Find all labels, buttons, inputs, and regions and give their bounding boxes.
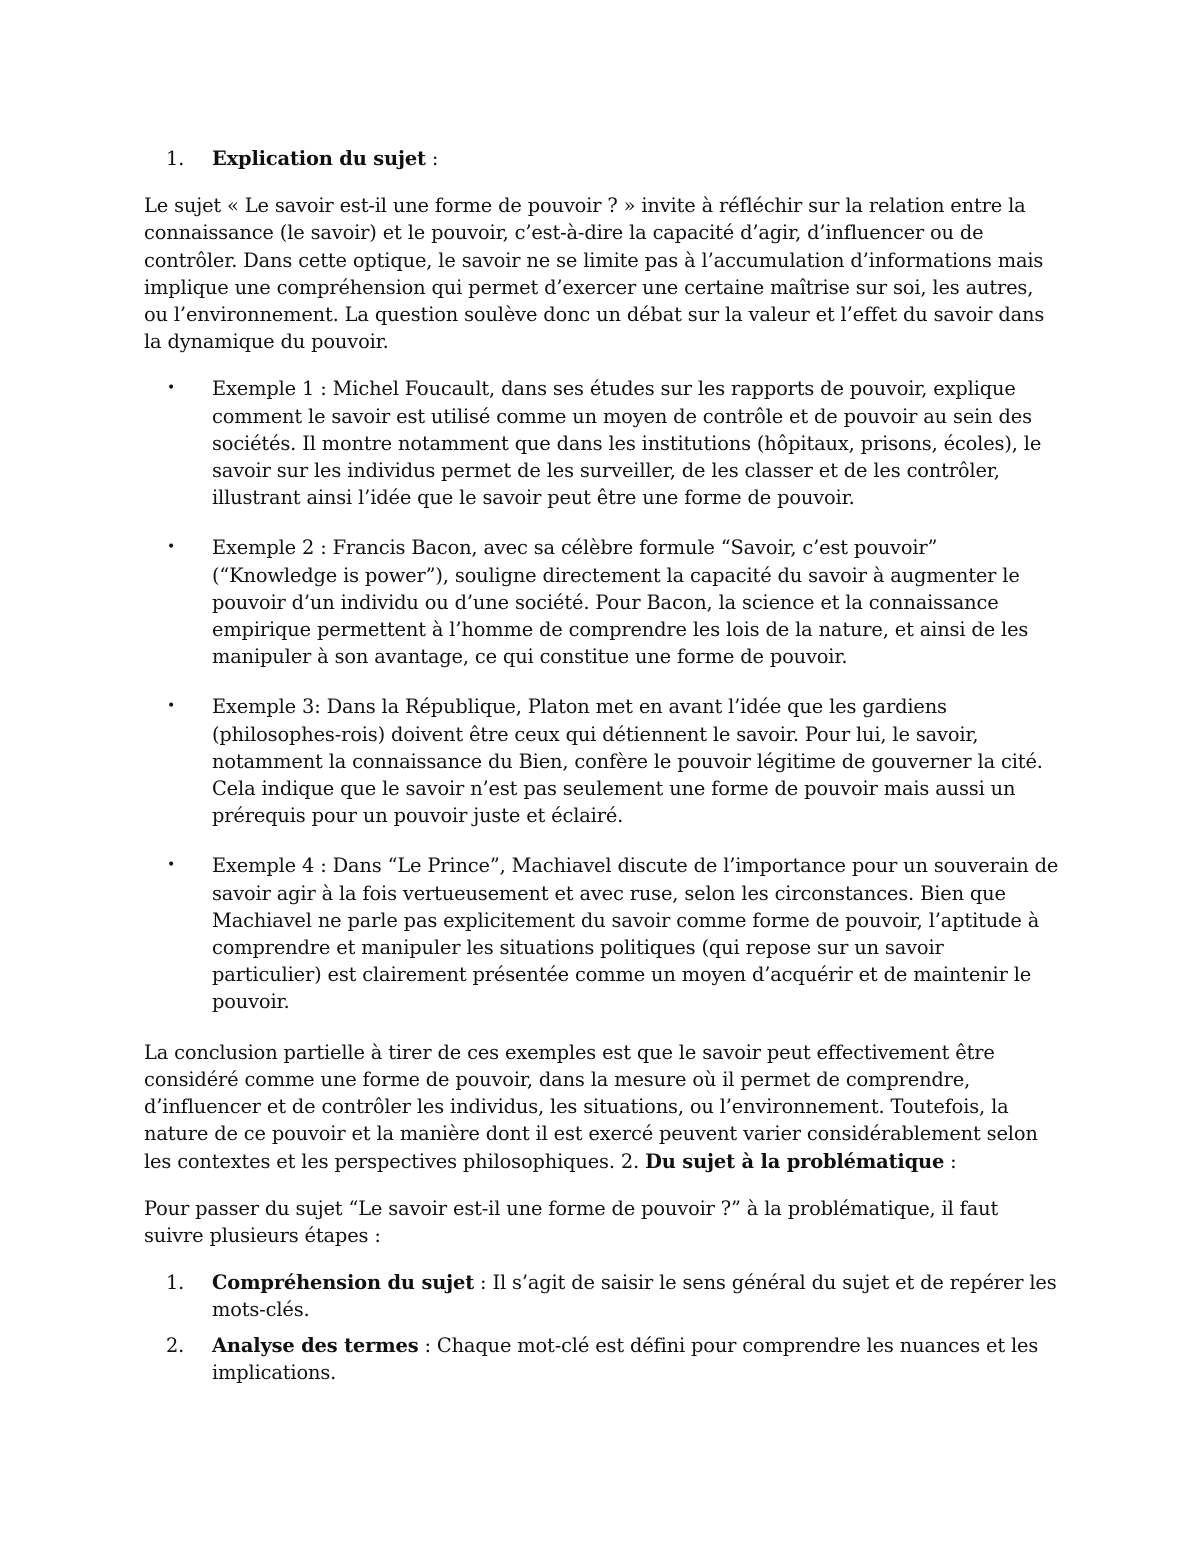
conclusion-paragraph xyxy=(144,1039,1059,1175)
heading-suffix: : xyxy=(425,147,439,170)
section-heading-1 xyxy=(144,145,1059,172)
step-number: 2. xyxy=(166,1333,185,1357)
step-text: : Il s’agit de saisir le sens général du sujet et de repérer les mots-clés. xyxy=(212,1271,1057,1322)
step-title: Analyse des termes xyxy=(212,1333,419,1357)
example-item-1 xyxy=(144,375,1059,511)
steps-list xyxy=(144,1269,1059,1386)
step-item-1 xyxy=(144,1269,1059,1323)
bullet-icon: • xyxy=(167,857,176,874)
intro-paragraph: Le sujet « Le savoir est-il une forme de pouvoir ? » invite à réfléchir sur la relation entre la connaissance (le savoir) et le pouvoir, c’est-à-dire la capacité d’agir, d’influencer ou de contrôler. Dans cette optique, le savoir ne se limite pas à l’accumulation d’informations mais implique une compréhension qui permet d’exercer une certaine maîtrise sur soi, les autres, ou l’environnement. La question soulève donc un débat sur la valeur et l’effet du savoir dans la dynamique du pouvoir. xyxy=(144,194,1045,354)
transition-paragraph: Pour passer du sujet “Le savoir est-il une forme de pouvoir ?” à la problématique, il faut suivre plusieurs étapes : xyxy=(144,1196,999,1247)
step-text: : Chaque mot-clé est défini pour comprendre les nuances et les implications. xyxy=(212,1333,1039,1384)
step-item-2 xyxy=(144,1332,1059,1386)
section-heading-2: Du sujet à la problématique xyxy=(645,1149,945,1173)
example-text: Exemple 1 : Michel Foucault, dans ses études sur les rapports de pouvoir, explique comment le savoir est utilisé comme un moyen de contrôle et de pouvoir au sein des sociétés. Il montre notamment que dans les institutions (hôpitaux, prisons, écoles), le savoir sur les individus permet de les surveiller, de les classer et de les contrôler, illustrant ainsi l’idée que le savoir peut être une forme de pouvoir. xyxy=(212,377,1042,510)
conclusion-text: La conclusion partielle à tirer de ces exemples est que le savoir peut effectivement être considéré comme une forme de pouvoir, dans la mesure où il permet de comprendre, d’influencer et de contrôler les individus, les situations, ou l’environnement. Toutefois, la nature de ce pouvoir et la manière dont il est exercé peuvent varier considérablement selon les contextes et les perspectives philosophiques. 2. xyxy=(144,1040,1038,1173)
step-title: Compréhension du sujet xyxy=(212,1271,475,1295)
example-text: Exemple 2 : Francis Bacon, avec sa célèbre formule “Savoir, c’est pouvoir” (“Knowledge is power”), souligne directement la capacité du savoir à augmenter le pouvoir d’un individu ou d’une société. Pour Bacon, la science et la connaissance empirique permettent à l’homme de comprendre les lois de la nature, et ainsi de les manipuler à son avantage, ce qui constitue une forme de pouvoir. xyxy=(212,536,1029,669)
heading-number: 1. xyxy=(166,147,185,170)
example-item-2 xyxy=(144,534,1059,670)
bullet-icon: • xyxy=(167,539,176,556)
bullet-icon: • xyxy=(167,698,176,715)
document-body xyxy=(144,145,1059,1394)
examples-list xyxy=(144,375,1059,1015)
example-text: Exemple 3: Dans la République, Platon met en avant l’idée que les gardiens (philosophes-rois) doivent être ceux qui détiennent le savoir. Pour lui, le savoir, notamment la connaissance du Bien, confère le pouvoir légitime de gouverner la cité. Cela indique que le savoir n’est pas seulement une forme de pouvoir mais aussi un prérequis pour un pouvoir juste et éclairé. xyxy=(212,695,1043,828)
heading-title: Explication du sujet xyxy=(212,147,426,170)
example-text: Exemple 4 : Dans “Le Prince”, Machiavel discute de l’importance pour un souverain de savoir agir à la fois vertueusement et avec ruse, selon les circonstances. Bien que Machiavel ne parle pas explicitement du savoir comme forme de pouvoir, l’aptitude à comprendre et manipuler les situations politiques (qui repose sur un savoir particulier) est clairement présentée comme un moyen d’acquérir et de maintenir le pouvoir. xyxy=(212,854,1059,1014)
example-item-4 xyxy=(144,852,1059,1015)
example-item-3 xyxy=(144,693,1059,829)
bullet-icon: • xyxy=(167,380,176,397)
step-number: 1. xyxy=(166,1271,185,1295)
conclusion-suffix: : xyxy=(944,1149,957,1173)
